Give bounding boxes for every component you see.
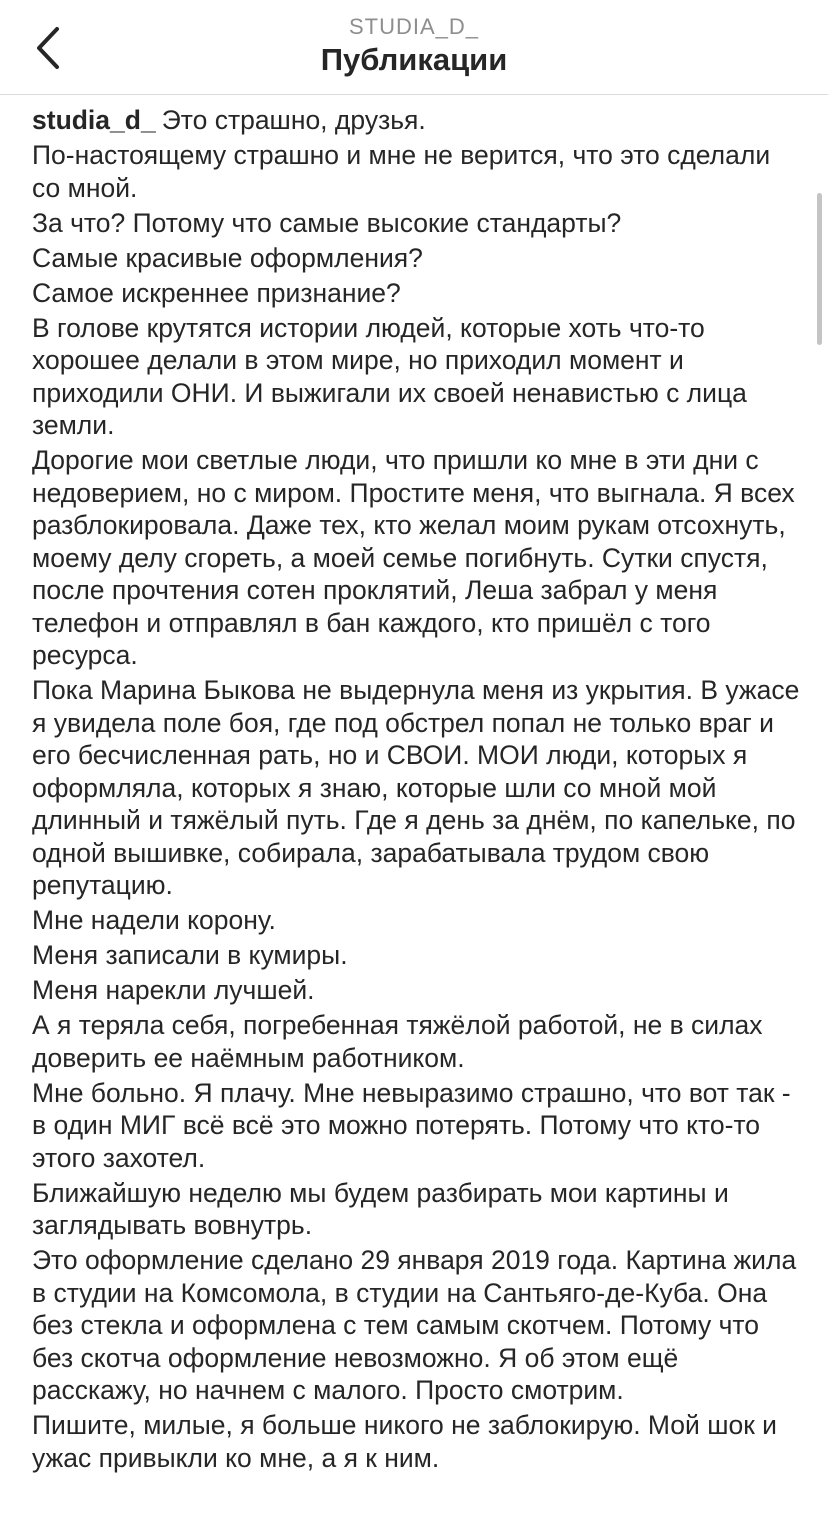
top-navigation-bar [0,0,828,95]
caption-paragraph: За что? Потому что самые высокие стандарты? [32,207,622,238]
caption-paragraph: Дорогие мои светлые люди, что пришли ко мне в эти дни с недоверием, но с миром. Простите меня, что выгнала. Я всех разблокировала. Даже тех, кто желал моим рукам отсохнуть, моему делу сгореть, а моей семье погибнуть. Сутки спустя, после прочтения сотен проклятий, Леша забрал у меня телефон и отправлял в бан каждого, кто пришёл с того ресурса. [32,445,795,670]
caption-first-line [32,104,804,137]
caption-paragraph: А я теряла себя, погребенная тяжёлой работой, не в силах доверить ее наёмным работником. [32,1010,763,1073]
scrollbar[interactable] [817,193,822,345]
caption-paragraph: Мне надели корону. [32,905,276,935]
page-title: Публикации [320,42,508,77]
caption-paragraph: Меня нарекли лучшей. [32,975,315,1005]
caption-first-text: Это страшно, друзья. [161,105,426,135]
caption-paragraph: По-настоящему страшно и мне не верится, что это сделали со мной. [32,140,771,203]
caption-paragraph: Мне больно. Я плачу. Мне невыразимо страшно, что вот так - в один МИГ всё всё это можно потерять. Потому что кто-то этого захотел. [32,1077,791,1173]
username-link[interactable]: studia_d_ [32,105,156,135]
caption-paragraph: Самое искреннее признание? [32,277,401,308]
caption-paragraph: Это оформление сделано 29 января 2019 года. Картина жила в студии на Комсомола, в студии на Сантьяго-де-Куба. Она без стекла и оформлена с тем самым скотчем. Потому что без скотча оформление невозможно. Я об этом ещё расскажу, но начнем с малого. Просто смотрим. [32,1245,797,1405]
caption-paragraph: Ближайшую неделю мы будем разбирать мои картины и заглядывать вовнутрь. [32,1177,729,1240]
post-caption [32,104,804,1477]
caption-paragraph: Пока Марина Быкова не выдернула меня из укрытия. В ужасе я увидела поле боя, где под обстрел попал не только враг и его бесчисленная рать, но и СВОИ. МОИ люди, которых я оформляла, которых я знаю, которые шли со мной мой длинный и тяжёлый путь. Где я день за днём, по капельке, по одной вышивке, собирала, зарабатывала трудом свою репутацию. [32,675,800,900]
account-name-label: STUDIA_D_ [348,14,480,39]
caption-paragraph: В голове крутятся истории людей, которые хоть что-то хорошее делали в этом мире, но приходил момент и приходили ОНИ. И выжигали их своей ненавистью с лица земли. [32,312,747,440]
caption-paragraph: Самые красивые оформления? [32,242,423,273]
caption-paragraph: Пишите, милые, я больше никого не заблокирую. Мой шок и ужас привыкли ко мне, а я к ним. [32,1410,777,1473]
caption-paragraph: Меня записали в кумиры. [32,940,348,970]
